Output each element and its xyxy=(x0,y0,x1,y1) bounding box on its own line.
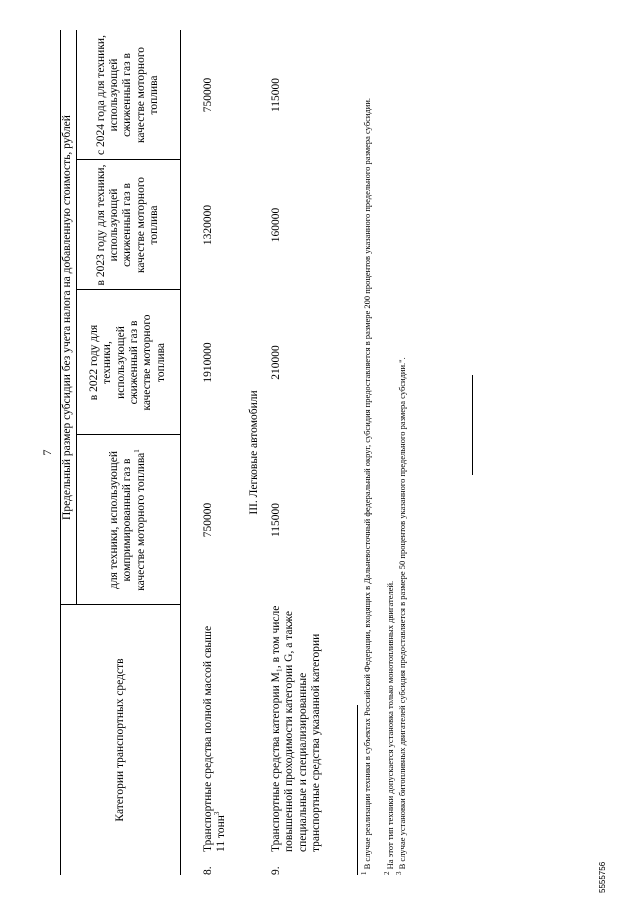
value-cell: 750000 xyxy=(202,77,214,113)
value-cell: 750000 xyxy=(202,502,214,538)
row-number: 9. xyxy=(270,866,282,875)
column-header-label: для техники, использующей компримированный газ в качестве моторного топлива xyxy=(108,450,147,591)
column-header-lng-2024: с 2024 года для техники, использующей сжиженный газ в качестве моторного топлива xyxy=(94,35,160,155)
group-header: Предельный размер субсидии без учета налога на добавленную стоимость, рублей xyxy=(61,115,74,520)
column-header-cng xyxy=(78,437,178,603)
footnote-ref: 1 xyxy=(132,449,141,453)
footnote-ref: 3 xyxy=(213,811,222,816)
value-cell: 210000 xyxy=(270,345,282,380)
col-divider-1 xyxy=(76,434,180,435)
col-divider-3 xyxy=(76,159,180,160)
end-rule xyxy=(472,375,473,475)
group-header-rule xyxy=(76,30,77,605)
row-number: 8. xyxy=(202,866,214,875)
row-label: Транспортные средства полной массой свыше 11 тонн$^3$ xyxy=(202,625,228,852)
col-divider-2 xyxy=(76,289,180,290)
value-cell: 1910000 xyxy=(202,342,214,383)
value-cell: 1320000 xyxy=(202,204,214,246)
footnote-rule xyxy=(357,705,358,875)
column-header-lng-2022: в 2022 году для техники, использующей сжиженный газ в качестве моторного топлива xyxy=(88,314,167,411)
category-header: Категории транспортных средств xyxy=(113,658,126,822)
document-id: 5555756 xyxy=(598,861,607,893)
section-heading: III. Легковые автомобили xyxy=(248,390,260,515)
footnote: $^3$ В случае установки битопливных двигателей субсидия предоставляется в размере 50 процентов указанного предельного размера субсидии.". xyxy=(395,357,407,875)
footnote: $^1$ В случае реализации техники в субъектах Российской Федерации, входящих в Дальневосточный федеральный округ, субсидия предоставляется в размере 200 процентов указанного предельного размера субсидии. xyxy=(360,97,372,875)
value-cell: 160000 xyxy=(270,207,282,243)
footnote: $^2$ На этот тип техники допускается установка только монотопливных двигателей. xyxy=(383,580,395,875)
row-label: Транспортные средства категории M₁, в том числе повышенной проходимости категории G, а также специальные и специализированные транспортные средства указанной категории xyxy=(270,605,322,852)
value-cell: 115000 xyxy=(270,502,282,538)
column-header-lng-2023: в 2023 году для техники, использующей сжиженный газ в качестве моторного топлива xyxy=(94,164,160,286)
page-number: 7 xyxy=(40,449,54,456)
value-cell: 115000 xyxy=(270,77,282,113)
table-header-rule xyxy=(180,30,181,875)
